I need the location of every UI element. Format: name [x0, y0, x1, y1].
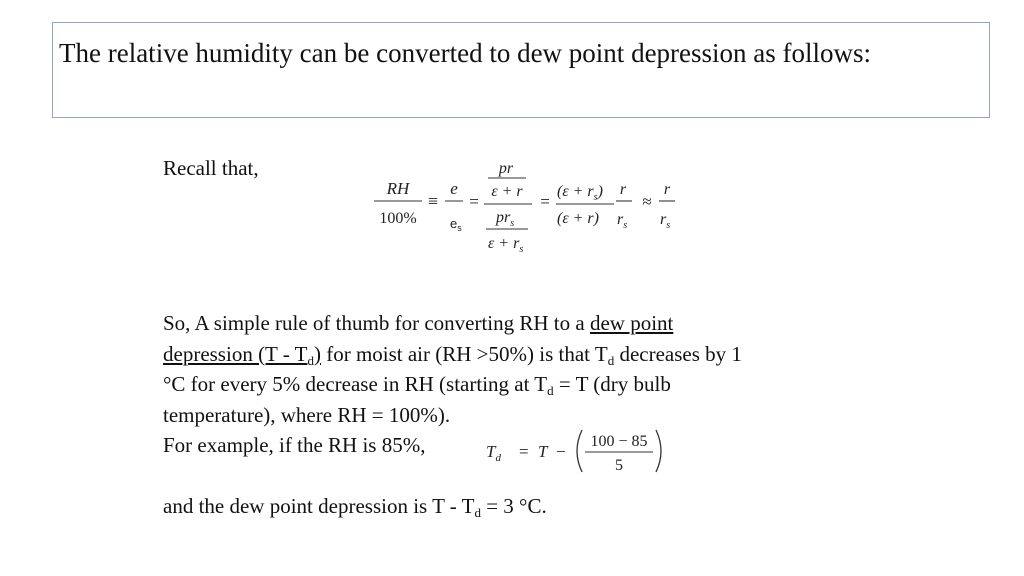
- prs-label: $pr_s$: [496, 209, 515, 229]
- td-label: $T_d$: [486, 442, 501, 464]
- eps-r-paren-denominator: (ε + r): [557, 210, 599, 227]
- eq2-denominator: 5: [615, 457, 623, 474]
- subscript-d: d: [474, 505, 481, 520]
- approx-symbol: ≈: [642, 192, 652, 211]
- paragraph-line-4: temperature), where RH = 100%).: [163, 402, 451, 427]
- eps-r-label: ε + r: [491, 183, 523, 200]
- eq2-t: T: [538, 442, 548, 461]
- es-label: $e_s$: [450, 216, 462, 233]
- r-final: r: [663, 181, 671, 198]
- subscript-d: d: [607, 352, 615, 368]
- right-paren: [656, 430, 661, 472]
- text-run: = T (dry bulb: [553, 372, 671, 396]
- eps-rs-paren-numerator: $(\varepsilon + r_s)$: [557, 183, 603, 203]
- paragraph-line-3: [163, 369, 870, 400]
- example-text: For example, if the RH is 85%,: [163, 433, 426, 457]
- eq2-equals: =: [519, 442, 529, 461]
- r-numerator: r: [619, 181, 627, 198]
- text-run: °C for every 5% decrease in RH (starting at T: [163, 372, 548, 396]
- recall-text: Recall that,: [163, 156, 259, 180]
- pr-label: pr: [498, 160, 514, 177]
- paragraph-line-2: [163, 339, 870, 370]
- paragraph-line-1: [163, 308, 870, 339]
- eps-rs-label: $\varepsilon + r_s$: [488, 235, 524, 255]
- dew-point-link-text: dew point: [589, 311, 674, 335]
- eq2-numerator: 100 − 85: [590, 433, 648, 450]
- e-label: e: [450, 179, 458, 198]
- text-run: for moist air (RH >50%) is that T: [320, 341, 608, 366]
- rule-of-thumb-paragraph: [163, 308, 870, 430]
- hundred-percent-label: 100%: [379, 210, 417, 227]
- rs-denominator: $r_s$: [617, 211, 628, 231]
- rh-label: RH: [386, 179, 410, 198]
- dew-point-example-equation: [486, 426, 676, 478]
- text-run: = 3 °C.: [480, 494, 547, 518]
- equals-symbol-2: =: [540, 192, 550, 211]
- depression-underlined: depression $(T - T_d)$: [163, 341, 321, 368]
- final-result-text: [163, 492, 547, 520]
- humidity-ratio-equation: [370, 150, 690, 265]
- slide-title: The relative humidity can be converted to dew point depression as follows:: [59, 38, 872, 68]
- rs-final: $r_s$: [660, 211, 671, 231]
- text-run: and the dew point depression is T - T: [163, 494, 475, 518]
- title-box: [52, 22, 990, 118]
- text-run: So, A simple rule of thumb for converting RH to a: [163, 311, 590, 335]
- equiv-symbol: ≡: [427, 191, 439, 211]
- equals-symbol-1: =: [469, 192, 479, 211]
- left-paren: [577, 430, 582, 472]
- subscript-d: d: [547, 383, 554, 398]
- text-run: decreases by 1: [614, 341, 742, 366]
- eq2-minus: −: [556, 442, 566, 461]
